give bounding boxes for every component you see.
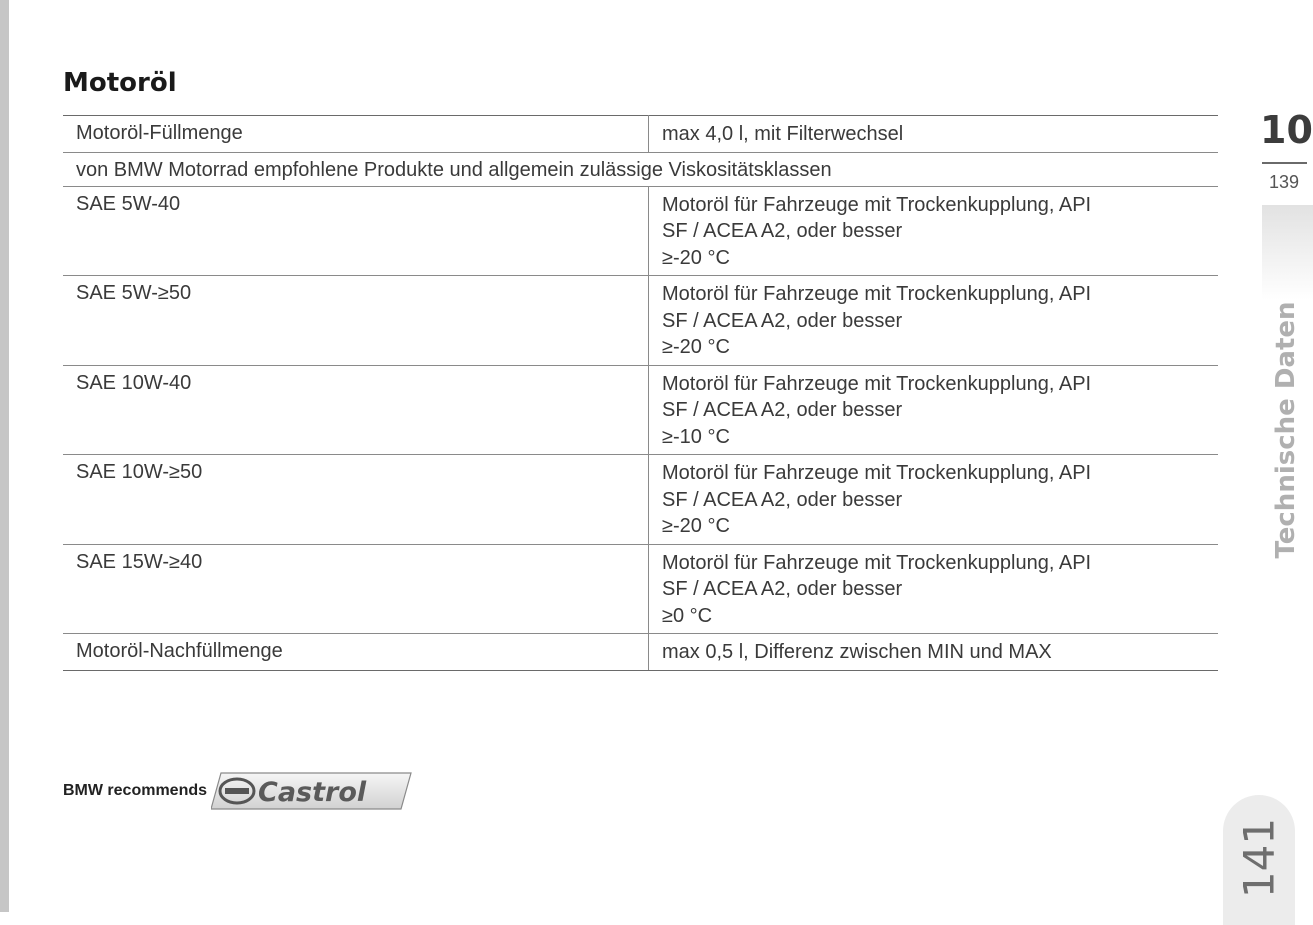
spec-line: Motoröl für Fahrzeuge mit Trockenkupplung, API <box>662 551 1092 574</box>
section-title: Motoröl <box>63 68 177 98</box>
viscosity-grade: SAE 10W-≥50 <box>63 455 649 545</box>
chapter-number: 10 <box>1260 108 1313 152</box>
brand-recommendation <box>63 771 416 811</box>
left-edge-strip <box>0 0 9 912</box>
page-number: 141 <box>1234 817 1284 899</box>
viscosity-grade: SAE 5W-≥50 <box>63 276 649 366</box>
spec-line: Motoröl für Fahrzeuge mit Trockenkupplung, API <box>662 193 1092 216</box>
refill-quantity-label: Motoröl-Nachfüllmenge <box>63 634 649 671</box>
recommendation-text: BMW recommends <box>63 782 208 799</box>
fill-quantity-label: Motoröl-Füllmenge <box>63 116 649 153</box>
viscosity-spec <box>649 544 1219 634</box>
min-temperature: ≥-20 °C <box>662 246 730 269</box>
chapter-tab-shade <box>1262 205 1313 300</box>
table-row-recommended-header <box>63 152 1218 186</box>
spec-line: SF / ACEA A2, oder besser <box>662 220 903 242</box>
fill-quantity-value: max 4,0 l, mit Filterwechsel <box>649 116 1219 153</box>
chapter-divider <box>1262 162 1307 164</box>
spec-line: SF / ACEA A2, oder besser <box>662 578 903 600</box>
castrol-logo <box>211 771 416 811</box>
min-temperature: ≥-20 °C <box>662 515 730 537</box>
viscosity-spec <box>649 365 1219 455</box>
spec-line: Motoröl für Fahrzeuge mit Trockenkupplung, API <box>662 283 1092 305</box>
spec-line: SF / ACEA A2, oder besser <box>662 309 903 332</box>
table-row-fill-quantity <box>63 116 1218 153</box>
engine-oil-spec-table <box>63 115 1218 671</box>
refill-quantity-value: max 0,5 l, Differenz zwischen MIN und MAX <box>649 634 1219 671</box>
viscosity-grade: SAE 15W-≥40 <box>63 544 649 634</box>
viscosity-grade: SAE 5W-40 <box>63 186 649 276</box>
recommended-products-header: von BMW Motorrad empfohlene Produkte und allgemein zulässige Viskositätsklassen <box>63 152 1218 186</box>
viscosity-spec <box>649 186 1219 276</box>
chapter-page: 139 <box>1268 172 1300 192</box>
table-row-refill-quantity <box>63 634 1218 671</box>
table-row <box>63 276 1218 366</box>
brand-name: Castrol <box>258 777 367 808</box>
viscosity-spec <box>649 276 1219 366</box>
min-temperature: ≥-10 °C <box>662 425 730 448</box>
viscosity-spec <box>649 455 1219 545</box>
table-row <box>63 455 1218 545</box>
spec-line: Motoröl für Fahrzeuge mit Trockenkupplung, API <box>662 462 1092 484</box>
viscosity-grade: SAE 10W-40 <box>63 365 649 455</box>
spec-line: SF / ACEA A2, oder besser <box>662 488 903 511</box>
table-row <box>63 544 1218 634</box>
spec-line: SF / ACEA A2, oder besser <box>662 399 903 421</box>
table-row <box>63 186 1218 276</box>
side-chapter-label: Technische Daten <box>1271 301 1301 559</box>
min-temperature: ≥0 °C <box>662 604 713 627</box>
min-temperature: ≥-20 °C <box>662 336 730 358</box>
spec-line: Motoröl für Fahrzeuge mit Trockenkupplung, API <box>662 372 1092 395</box>
table-row <box>63 365 1218 455</box>
